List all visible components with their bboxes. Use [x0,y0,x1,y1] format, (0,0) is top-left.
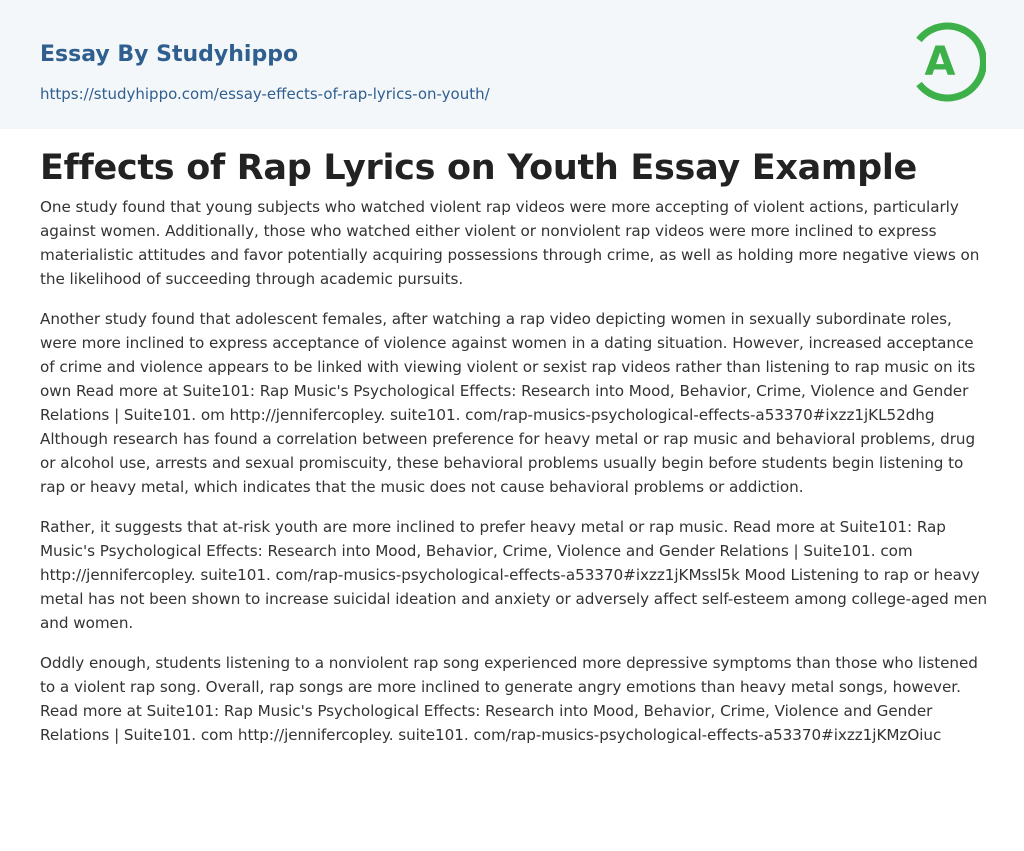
essay-url-link[interactable]: https://studyhippo.com/essay-effects-of-rap-lyrics-on-youth/ [40,85,490,103]
essay-paragraph: Another study found that adolescent females, after watching a rap video depicting women in sexually subordinate roles, were more inclined to express acceptance of violence against women in a dating situation. However, increased acceptance of crime and violence appears to be linked with viewing violent or sexist rap videos rather than listening to rap music on its own Read more at Suite101: Rap Music's Psychological Effects: Research into Mood, Behavior, Crime, Violence and Gender Relations | Suite101. om http://jennifercopley. suite101. com/rap-musics-psychological-effects-a53370#ixzz1jKL52dhg Although research has found a correlation between preference for heavy metal or rap music and behavioral problems, drug or alcohol use, arrests and sexual promiscuity, these behavioral problems usually begin before students begin listening to rap or heavy metal, which indicates that the music does not cause behavioral problems or addiction. [40,310,976,496]
page-title: Effects of Rap Lyrics on Youth Essay Example [40,148,917,188]
brand-title: Essay By Studyhippo [40,42,299,67]
essay-paragraph: One study found that young subjects who watched violent rap videos were more accepting of violent actions, particularly against women. Additionally, those who watched either violent or nonviolent rap videos were more inclined to express materialistic attitudes and favor potentially acquiring possessions through crime, as well as holding more negative views on the likelihood of succeeding through academic pursuits. [40,198,980,288]
article [40,146,990,763]
essay-paragraph: Rather, it suggests that at-risk youth are more inclined to prefer heavy metal or rap music. Read more at Suite101: Rap Music's Psychological Effects: Research into Mood, Behavior, Crime, Violence and Gender Relations | Suite101. com http://jennifercopley. suite101. com/rap-musics-psychological-effects-a53370#ixzz1jKMssl5k Mood Listening to rap or heavy metal has not been shown to increase suicidal ideation and anxiety or adversely affect self-esteem among college-aged men and women. [40,518,988,632]
studyhippo-logo[interactable] [912,19,986,105]
page-header [0,0,1024,129]
essay-paragraph: Oddly enough, students listening to a nonviolent rap song experienced more depressive symptoms than those who listened to a violent rap song. Overall, rap songs are more inclined to generate angry emotions than heavy metal songs, however. Read more at Suite101: Rap Music's Psychological Effects: Research into Mood, Behavior, Crime, Violence and Gender Relations | Suite101. com http://jennifercopley. suite101. com/rap-musics-psychological-effects-a53370#ixzz1jKMzOiuc [40,654,978,744]
logo-letter: A [924,39,956,85]
